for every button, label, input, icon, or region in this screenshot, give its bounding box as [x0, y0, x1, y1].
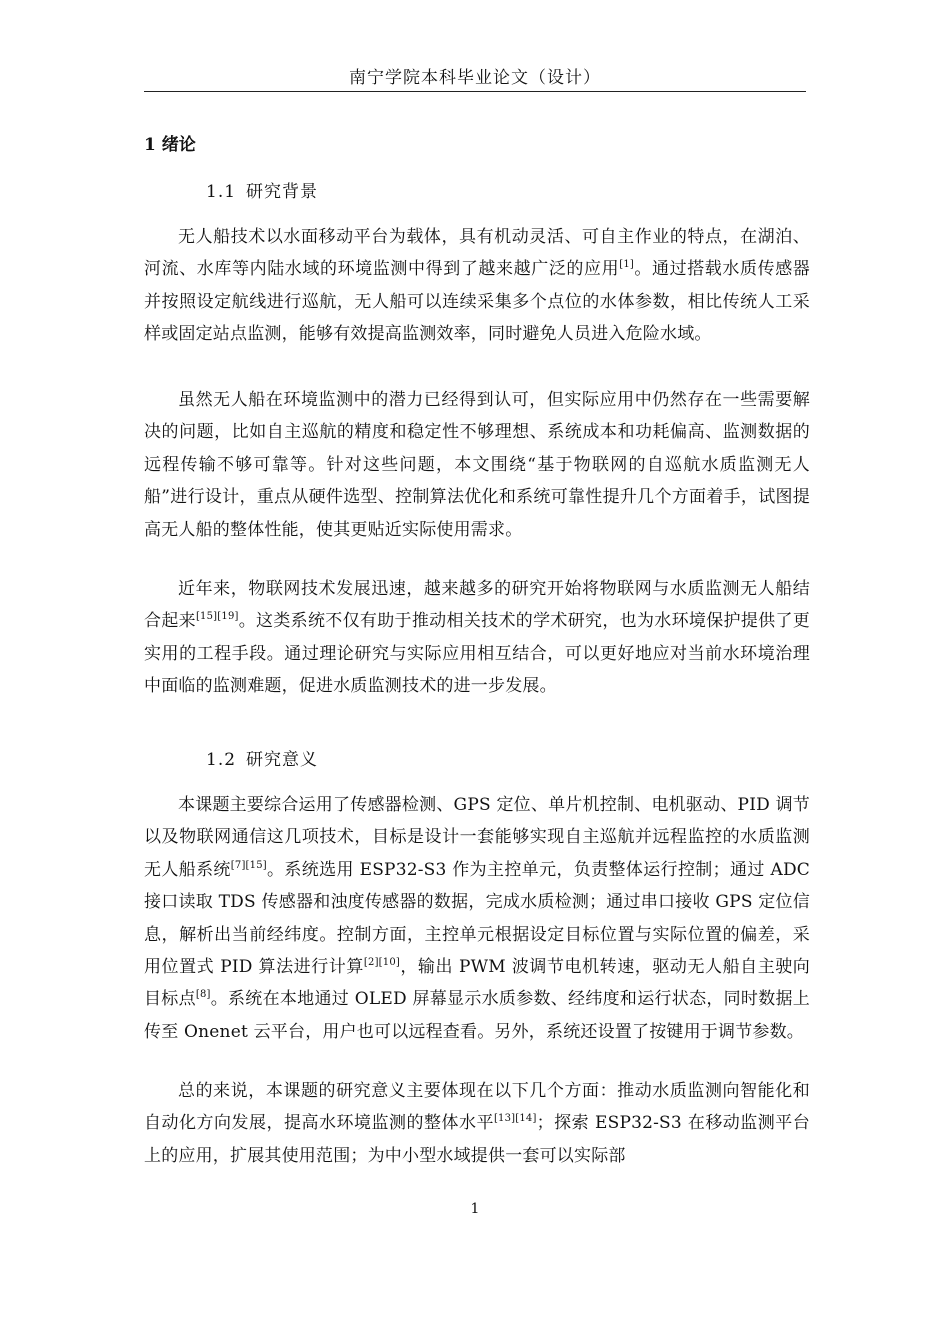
page-header: 南宁学院本科毕业论文（设计） — [144, 66, 806, 92]
paragraph-text: 。通过搭载水质传感器并按照设定航线进行巡航，无人船可以连续采集多个点位的水体参数，相比传统人工采样或固定站点监测，能够有效提高监测效率，同时避免人员进入危险水域。 — [144, 259, 811, 345]
paragraph — [144, 573, 810, 703]
paragraph-text: 近年来，物联网技术发展迅速，越来越多的研究开始将物联网与水质监测无人船结合起来 — [144, 579, 810, 632]
section-title: 研究意义 — [246, 750, 319, 770]
paragraph-text: ；探索 ESP32-S3 在移动监测平台上的应用，扩展其使用范围；为中小型水域提供一套可以实际部 — [144, 1113, 810, 1166]
paragraph — [144, 789, 810, 1048]
section-title: 研究背景 — [246, 182, 319, 202]
paragraph — [144, 221, 810, 351]
chapter-title: 1 绪论 — [144, 135, 196, 155]
section-number: 1.2 — [206, 750, 237, 770]
paragraph-text: 。这类系统不仅有助于推动相关技术的学术研究，也为水环境保护提供了更实用的工程手段。通过理论研究与实际应用相互结合，可以更好地应对当前水环境治理中面临的监测难题，促进水质监测技术的进一步发展。 — [144, 611, 810, 697]
paragraph — [144, 1075, 810, 1172]
section-heading-significance — [206, 747, 318, 773]
citation-ref: [2][10] — [363, 957, 400, 969]
paragraph-text: ，输出 PWM 波调节电机转速，驱动无人船自主驶向目标点 — [144, 957, 811, 1010]
paragraph-text: 本课题主要综合运用了传感器检测、GPS 定位、单片机控制、电机驱动、PID 调节以及物联网通信这几项技术，目标是设计一套能够实现自主巡航并远程监控的水质监测无人船系统 — [144, 795, 810, 880]
paragraph-text: 总的来说，本课题的研究意义主要体现在以下几个方面：推动水质监测向智能化和自动化方向发展，提高水环境监测的整体水平 — [144, 1081, 810, 1134]
citation-ref: [15][19] — [195, 611, 239, 623]
citation-ref: [13][14] — [493, 1113, 537, 1125]
section-number: 1.1 — [206, 182, 237, 202]
paragraph-text: 。系统选用 ESP32-S3 作为主控单元，负责整体运行控制；通过 ADC 接口读取 TDS 传感器和浊度传感器的数据，完成水质检测；通过串口接收 GPS 定位信息，解析出当前经纬度。控制方面，主控单元根据设定目标位置与实际位置的偏差，采用位置式 PID 算法进行计算 — [144, 859, 811, 978]
citation-ref: [8] — [195, 989, 211, 1001]
section-heading-background — [206, 179, 318, 205]
paragraph-text: 虽然无人船在环境监测中的潜力已经得到认可，但实际应用中仍然存在一些需要解决的问题，比如自主巡航的精度和稳定性不够理想、系统成本和功耗偏高、监测数据的远程传输不够可靠等。针对这些问题，本文围绕“基于物联网的自巡航水质监测无人船”进行设计，重点从硬件选型、控制算法优化和系统可靠性提升几个方面着手，试图提高无人船的整体性能，使其更贴近实际使用需求。 — [144, 390, 810, 540]
citation-ref: [7][15] — [230, 859, 267, 871]
page-number: 1 — [470, 1201, 480, 1217]
paragraph-text: 无人船技术以水面移动平台为载体，具有机动灵活、可自主作业的特点，在湖泊、河流、水库等内陆水域的环境监测中得到了越来越广泛的应用 — [144, 227, 810, 280]
paragraph — [144, 384, 810, 546]
citation-ref: [1] — [619, 259, 634, 271]
paragraph-text: 。系统在本地通过 OLED 屏幕显示水质参数、经纬度和运行状态，同时数据上传至 Onenet 云平台，用户也可以远程查看。另外，系统还设置了按键用于调节参数。 — [144, 989, 810, 1042]
